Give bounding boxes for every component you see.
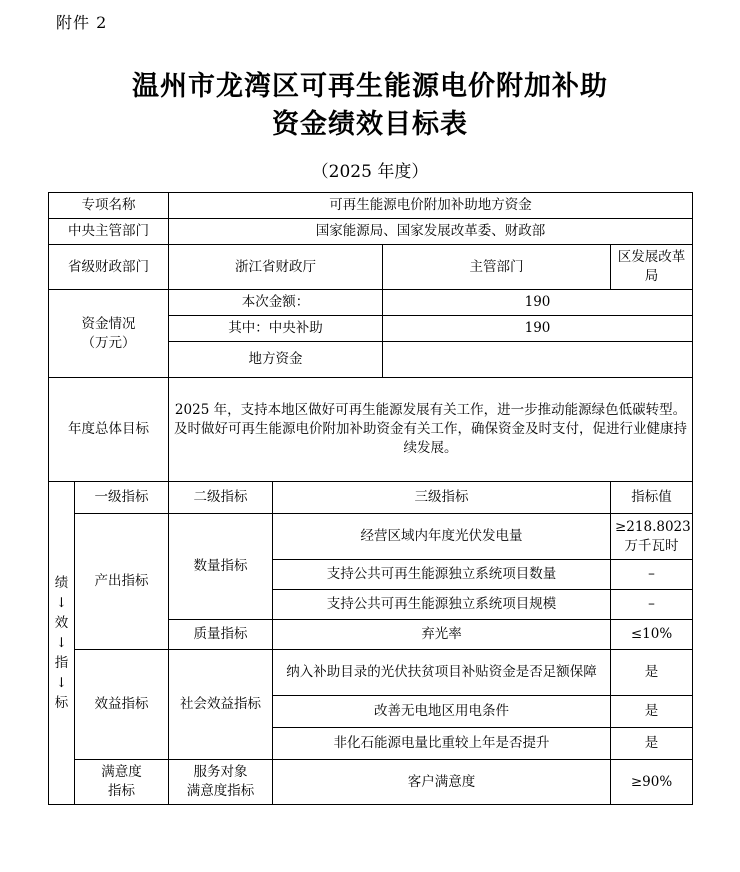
table-row [49,245,693,290]
header-level3: 三级指标 [273,482,611,514]
central-dept-value: 国家能源局、国家发展改革委、财政部 [169,219,693,245]
fund-item-value: 190 [383,290,693,316]
fund-item-name: 本次金额： [169,290,383,316]
fund-situation-label-line1: 资金情况 [81,315,136,332]
header-level2: 二级指标 [169,482,273,514]
table-row [49,650,693,696]
page-title-line2: 资金绩效目标表 [272,109,468,140]
indicator-value: ≤10% [611,620,693,650]
header-value: 指标值 [611,482,693,514]
provincial-finance-value: 浙江省财政厅 [169,245,383,290]
indicator-value: 是 [611,650,693,696]
level1-output: 产出指标 [75,514,169,650]
page-subtitle: （2025 年度） [311,162,429,182]
attachment-label: 附件 2 [56,13,108,32]
level3-indicator: 客户满意度 [273,760,611,805]
provincial-finance-label: 省级财政部门 [49,245,169,290]
level3-indicator: 非化石能源电量比重较上年是否提升 [273,728,611,760]
table-row [49,378,693,482]
level2-quality: 质量指标 [169,620,273,650]
competent-dept-label: 主管部门 [383,245,611,290]
level1-satisfaction: 满意度 指标 [75,760,169,805]
side-label-char: ↓ [55,675,68,691]
indicator-value: 是 [611,696,693,728]
level3-indicator: 纳入补助目录的光伏扶贫项目补贴资金是否足额保障 [273,650,611,696]
indicator-value: – [611,590,693,620]
level2-quantity: 数量指标 [169,514,273,620]
fund-item-value: 190 [383,316,693,342]
level3-indicator: 改善无电地区用电条件 [273,696,611,728]
fund-item-value [383,342,693,378]
side-label-char: ↓ [55,635,68,651]
side-label-char: ↓ [55,595,68,611]
fund-item-name: 其中：中央补助 [169,316,383,342]
side-label-char: 标 [54,695,69,711]
central-dept-label: 中央主管部门 [49,219,169,245]
level3-indicator: 支持公共可再生能源独立系统项目规模 [273,590,611,620]
project-name-label: 专项名称 [49,193,169,219]
indicator-value: ≥90% [611,760,693,805]
level3-indicator: 经营区域内年度光伏发电量 [273,514,611,560]
table-row [49,760,693,805]
fund-situation-label-line2: （万元） [81,334,136,351]
page-title-line1: 温州市龙湾区可再生能源电价附加补助 [132,71,608,102]
fund-item-name: 地方资金 [169,342,383,378]
table-header-row [49,482,693,514]
indicator-value: 是 [611,728,693,760]
project-name-value: 可再生能源电价附加补助地方资金 [169,193,693,219]
performance-goal-table [48,192,693,805]
table-row [49,219,693,245]
performance-indicator-side-label [49,482,75,805]
side-label-char: 效 [54,615,69,631]
page-title [0,68,740,144]
indicator-value: – [611,560,693,590]
level2-service-satisfaction: 服务对象 满意度指标 [169,760,273,805]
side-label-char: 绩 [54,575,69,591]
header-level1: 一级指标 [75,482,169,514]
table-row [49,290,693,316]
level2-social-benefit: 社会效益指标 [169,650,273,760]
indicator-value: ≥218.8023 万千瓦时 [611,514,693,560]
table-row [49,193,693,219]
fund-situation-label [49,290,169,378]
table-row [49,514,693,560]
level1-benefit: 效益指标 [75,650,169,760]
annual-goal-label: 年度总体目标 [49,378,169,482]
side-label-char: 指 [54,655,69,671]
level3-indicator: 支持公共可再生能源独立系统项目数量 [273,560,611,590]
annual-goal-text: 2025 年，支持本地区做好可再生能源发展有关工作，进一步推动能源绿色低碳转型。及时做好可再生能源电价附加补助资金有关工作，确保资金及时支付，促进行业健康持续发展。 [169,378,693,482]
competent-dept-value: 区发展改革局 [611,245,693,290]
level3-indicator: 弃光率 [273,620,611,650]
